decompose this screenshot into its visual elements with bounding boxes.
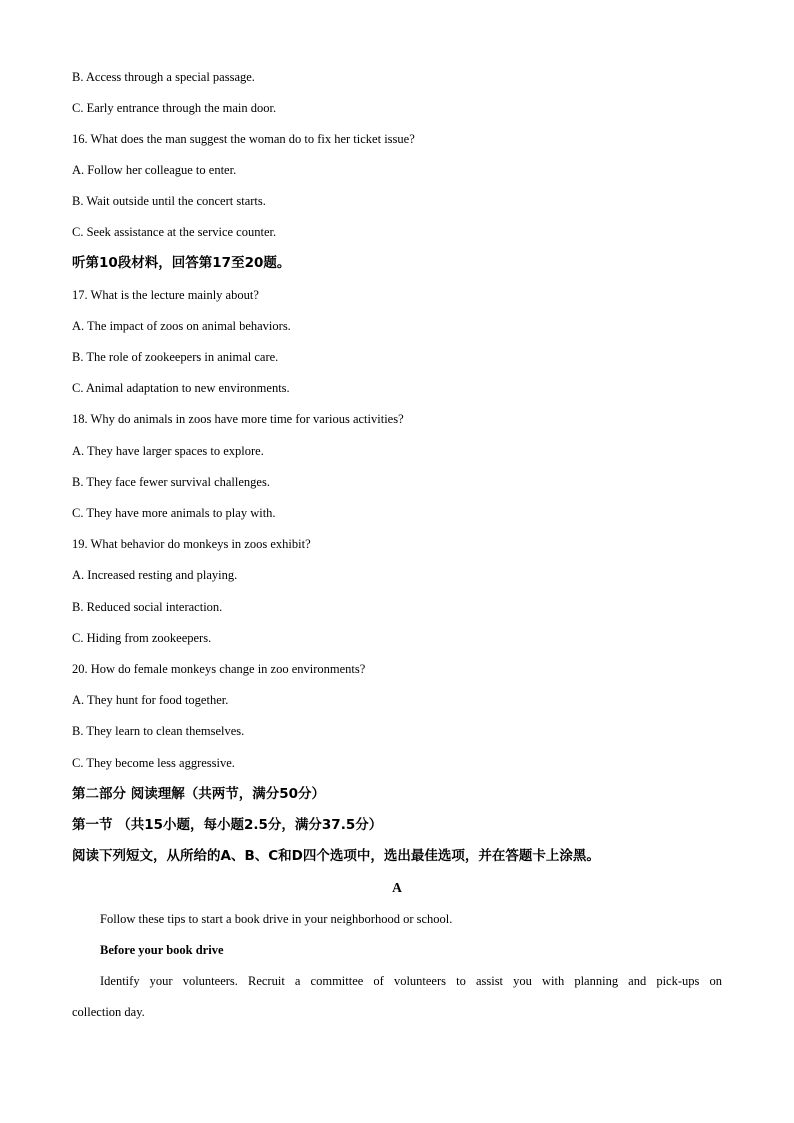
q19-option-a: A. Increased resting and playing. xyxy=(72,568,238,582)
q16-option-c: C. Seek assistance at the service counter. xyxy=(72,225,277,239)
q17-question: 17. What is the lecture mainly about? xyxy=(72,288,259,302)
q17-option-b: B. The role of zookeepers in animal care. xyxy=(72,350,279,364)
q20-option-a: A. They hunt for food together. xyxy=(72,693,229,707)
q19-question: 19. What behavior do monkeys in zoos exhibit? xyxy=(72,537,311,551)
q18-option-b: B. They face fewer survival challenges. xyxy=(72,475,270,489)
q19-option-c: C. Hiding from zookeepers. xyxy=(72,631,212,645)
q15-option-c: C. Early entrance through the main door. xyxy=(72,101,277,115)
reading-instruction: 阅读下列短文，从所给的A、B、C和D四个选项中，选出最佳选项，并在答题卡上涂黑。 xyxy=(72,848,600,864)
q16-question: 16. What does the man suggest the woman do to fix her ticket issue? xyxy=(72,132,415,146)
q16-option-a: A. Follow her colleague to enter. xyxy=(72,163,237,177)
q18-question: 18. Why do animals in zoos have more time for various activities? xyxy=(72,412,404,426)
q20-option-b: B. They learn to clean themselves. xyxy=(72,724,245,738)
q16-option-b: B. Wait outside until the concert starts. xyxy=(72,194,266,208)
q18-option-a: A. They have larger spaces to explore. xyxy=(72,444,264,458)
passage-label: A xyxy=(392,880,402,895)
q20-option-c: C. They become less aggressive. xyxy=(72,756,235,770)
passage-heading: Before your book drive xyxy=(100,943,224,957)
section-10-instruction: 听第10段材料，回答第17至20题。 xyxy=(72,255,291,271)
passage-paragraph-line2: collection day. xyxy=(72,1005,145,1019)
passage-intro: Follow these tips to start a book drive in your neighborhood or school. xyxy=(100,912,453,926)
q17-option-c: C. Animal adaptation to new environments. xyxy=(72,381,290,395)
q18-option-c: C. They have more animals to play with. xyxy=(72,506,276,520)
q20-question: 20. How do female monkeys change in zoo environments? xyxy=(72,662,366,676)
passage-paragraph-line1: Identify your volunteers. Recruit a committee of volunteers to assist you with planning and pick-ups on xyxy=(100,974,722,988)
part2-title: 第二部分 阅读理解（共两节，满分50分） xyxy=(72,786,325,802)
q15-option-b: B. Access through a special passage. xyxy=(72,70,255,84)
q17-option-a: A. The impact of zoos on animal behaviors. xyxy=(72,319,291,333)
section1-title: 第一节 （共15小题，每小题2.5分，满分37.5分） xyxy=(72,817,383,833)
q19-option-b: B. Reduced social interaction. xyxy=(72,600,223,614)
